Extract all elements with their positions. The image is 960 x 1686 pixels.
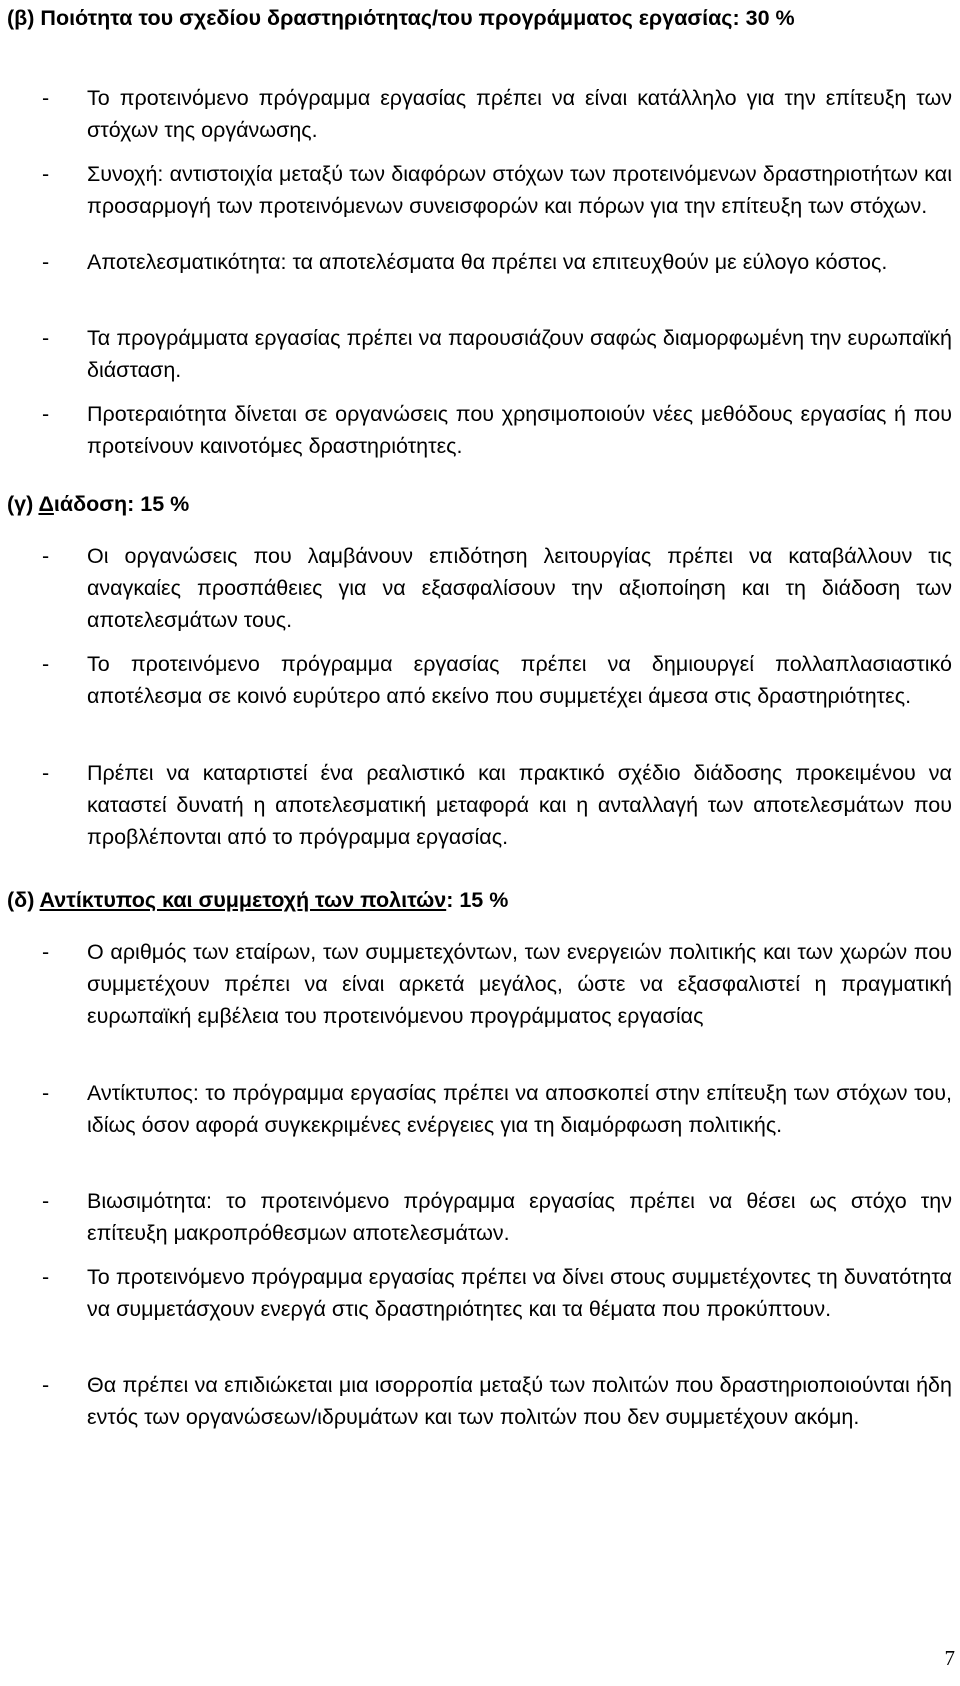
bullet-dash: - xyxy=(42,652,50,676)
section-heading-prefix: (δ) xyxy=(7,888,40,912)
bullet-dash: - xyxy=(42,86,50,110)
bullet-dash: - xyxy=(42,402,50,426)
list-item-text: Ο αριθμός των εταίρων, των συμμετεχόντων, των ενεργειών πολιτικής και των χωρών που συμμετέχουν πρέπει να είναι αρκετά μεγάλος, ώστε να εξασφαλιστεί η πραγματική ευρωπαϊκή εμβέλεια του προτεινόμενου προγράμματος εργασίας xyxy=(87,940,952,1028)
list-item-text: Το προτεινόμενο πρόγραμμα εργασίας πρέπει να δημιουργεί πολλαπλασιαστικό αποτέλεσμα σε κοινό ευρύτερο από εκείνο που συμμετέχει άμεσα στις δραστηριότητες. xyxy=(87,652,952,708)
list-item-text: Θα πρέπει να επιδιώκεται μια ισορροπία μεταξύ των πολιτών που δραστηριοποιούνται ήδη εντός των οργανώσεων/ιδρυμάτων και των πολιτών που δεν συμμετέχουν ακόμη. xyxy=(87,1373,952,1429)
list-item-text: Συνοχή: αντιστοιχία μεταξύ των διαφόρων στόχων των προτεινόμενων δραστηριοτήτων και προσαρμογή των προτεινόμενων συνεισφορών και πόρων για την επίτευξη των στόχων. xyxy=(87,162,952,218)
page-number: 7 xyxy=(944,1646,955,1670)
bullet-dash: - xyxy=(42,326,50,350)
section-heading xyxy=(7,884,952,916)
section-heading xyxy=(7,488,952,520)
section-heading: (β) Ποιότητα του σχεδίου δραστηριότητας/του προγράμματος εργασίας: 30 % xyxy=(7,6,795,30)
section-heading-rest: ιάδοση: 15 % xyxy=(53,492,190,516)
list-item-text: Το προτεινόμενο πρόγραμμα εργασίας πρέπει να δίνει στους συμμετέχοντες τη δυνατότητα να συμμετάσχουν ενεργά στις δραστηριότητες και τα θέματα που προκύπτουν. xyxy=(87,1265,952,1321)
section-b-heading xyxy=(7,2,952,34)
bullet-dash: - xyxy=(42,250,50,274)
list-item-text: Βιωσιμότητα: το προτεινόμενο πρόγραμμα εργασίας πρέπει να θέσει ως στόχο την επίτευξη μακροπρόθεσμων αποτελεσμάτων. xyxy=(87,1189,952,1245)
bullet-dash: - xyxy=(42,1189,50,1213)
section-d-heading xyxy=(7,884,952,916)
bullet-dash: - xyxy=(42,162,50,186)
bullet-dash: - xyxy=(42,544,50,568)
list-item-text: Αποτελεσματικότητα: τα αποτελέσματα θα πρέπει να επιτευχθούν με εύλογο κόστος. xyxy=(87,250,888,274)
list-item-text: Πρέπει να καταρτιστεί ένα ρεαλιστικό και πρακτικό σχέδιο διάδοσης προκειμένου να καταστεί δυνατή η αποτελεσματική μεταφορά και η ανταλλαγή των αποτελεσμάτων που προβλέπονται από το πρόγραμμα εργασίας. xyxy=(87,761,952,849)
bullet-dash: - xyxy=(42,1081,50,1105)
list-item-text: Οι οργανώσεις που λαμβάνουν επιδότηση λειτουργίας πρέπει να καταβάλλουν τις αναγκαίες προσπάθειες για να εξασφαλίσουν την αξιοποίηση και τη διάδοση των αποτελεσμάτων τους. xyxy=(87,544,952,632)
section-heading-underlined: Δ xyxy=(38,492,54,516)
bullet-dash: - xyxy=(42,940,50,964)
bullet-dash: - xyxy=(42,1265,50,1289)
section-c-heading xyxy=(7,488,952,520)
list-item-text: Προτεραιότητα δίνεται σε οργανώσεις που χρησιμοποιούν νέες μεθόδους εργασίας ή που προτείνουν καινοτόμες δραστηριότητες. xyxy=(87,402,952,458)
section-heading-prefix: (γ) xyxy=(7,492,39,516)
list-item-text: Αντίκτυπος: το πρόγραμμα εργασίας πρέπει να αποσκοπεί στην επίτευξη των στόχων του, ιδίως όσον αφορά συγκεκριμένες ενέργειες για τη διαμόρφωση πολιτικής. xyxy=(87,1081,952,1137)
section-heading-rest: : 15 % xyxy=(446,888,509,912)
list-item-text: Τα προγράμματα εργασίας πρέπει να παρουσιάζουν σαφώς διαμορφωμένη την ευρωπαϊκή διάσταση. xyxy=(87,326,952,382)
list-item-text: Το προτεινόμενο πρόγραμμα εργασίας πρέπει να είναι κατάλληλο για την επίτευξη των στόχων της οργάνωσης. xyxy=(87,86,952,142)
section-heading-underlined: Αντίκτυπος και συμμετοχή των πολιτών xyxy=(39,888,447,912)
bullet-dash: - xyxy=(42,1373,50,1397)
bullet-dash: - xyxy=(42,761,50,785)
